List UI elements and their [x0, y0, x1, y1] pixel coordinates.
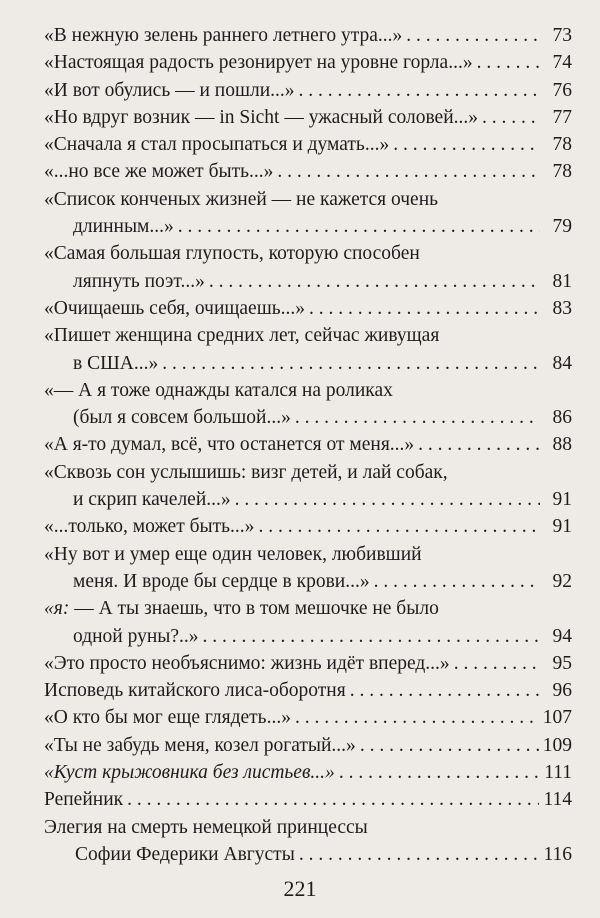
- toc-page-number: 83: [552, 297, 572, 319]
- toc-entry: [44, 595, 572, 650]
- toc-entry-line: [44, 22, 572, 49]
- dot-leader: [295, 404, 540, 431]
- toc-entry-line: [44, 431, 572, 458]
- toc-entry-continuation: [44, 486, 572, 513]
- toc-entry-text: «Но вдруг возник — in Sicht — ужасный соловей...»: [44, 106, 479, 128]
- toc-page-number: 78: [552, 134, 572, 156]
- toc-entry-text: «— А я тоже однажды катался на роликах: [44, 379, 393, 401]
- toc-entry-title: [44, 513, 254, 540]
- toc-entry-title: [44, 786, 123, 813]
- toc-entry-title: [73, 350, 158, 377]
- toc-entry: [44, 158, 572, 185]
- toc-entry: [44, 131, 572, 158]
- toc-page-number: 84: [552, 352, 572, 374]
- toc-entry: [44, 650, 572, 677]
- toc-entry-line: [44, 759, 572, 786]
- toc-page-number: 79: [552, 216, 572, 238]
- dot-leader: [209, 268, 540, 295]
- toc-entry-continuation: [44, 213, 572, 240]
- toc-entry-line: [44, 377, 572, 404]
- toc-entry-title: [44, 677, 346, 704]
- toc-entry-line: [44, 77, 572, 104]
- toc-entry-text: — А ты знаешь, что в том мешочке не было: [69, 598, 439, 620]
- toc-entry-title: [44, 814, 368, 841]
- dot-leader: [162, 350, 540, 377]
- toc-entry: [44, 704, 572, 731]
- toc-entry: [44, 104, 572, 131]
- toc-entry-line: [44, 49, 572, 76]
- toc-entry: [44, 541, 572, 596]
- toc-entry: [44, 513, 572, 540]
- toc-entry-title: [44, 158, 273, 185]
- toc-entry-text: «Настоящая радость резонирует на уровне горла...»: [44, 52, 473, 74]
- toc-entry: [44, 759, 572, 786]
- table-of-contents: [44, 22, 572, 868]
- toc-entry-text: Софии Федерики Августы: [75, 843, 295, 865]
- toc-entry-title: [44, 732, 356, 759]
- dot-leader: [350, 677, 540, 704]
- toc-entry-line: [44, 158, 572, 185]
- toc-entry-title: [44, 22, 402, 49]
- toc-entry-text: длинным...»: [73, 216, 174, 238]
- dot-leader: [406, 22, 540, 49]
- dot-leader: [360, 732, 539, 759]
- dot-leader: [203, 623, 540, 650]
- toc-page-number: 88: [552, 434, 572, 456]
- toc-entry-title: [44, 49, 473, 76]
- toc-entry-text: «В нежную зелень раннего летнего утра...»: [44, 25, 403, 46]
- dot-leader: [295, 704, 539, 731]
- toc-entry-title: [44, 295, 305, 322]
- toc-entry-text: Репейник: [44, 789, 124, 811]
- toc-entry-title: [44, 759, 335, 786]
- toc-entry-title: [73, 213, 174, 240]
- toc-entry-title: [73, 404, 291, 431]
- toc-entry: [44, 732, 572, 759]
- toc-entry-title: [44, 77, 295, 104]
- toc-entry-line: [44, 677, 572, 704]
- toc-page-number: 86: [552, 407, 572, 429]
- toc-page-number: 111: [544, 762, 572, 784]
- toc-page-number: 92: [552, 570, 572, 592]
- toc-entry-text: «Пишет женщина средних лет, сейчас живущая: [44, 325, 440, 347]
- toc-entry-text: (был я совсем большой...»: [73, 407, 291, 429]
- toc-entry-line: [44, 295, 572, 322]
- toc-entry-title: [44, 431, 414, 458]
- toc-entry-line: [44, 459, 572, 486]
- dot-leader: [393, 131, 540, 158]
- dot-leader: [277, 158, 540, 185]
- toc-page-number: 94: [552, 625, 572, 647]
- dot-leader: [482, 104, 540, 131]
- toc-entry-title: [44, 322, 439, 349]
- toc-entry-line: [44, 322, 572, 349]
- toc-entry-title: [73, 486, 231, 513]
- toc-page-number: 95: [552, 652, 572, 674]
- toc-entry: [44, 322, 572, 377]
- toc-page-number: 77: [552, 106, 572, 128]
- toc-entry-text: «Куст крыжовника без листьев...»: [44, 762, 335, 784]
- toc-entry-continuation: [44, 623, 572, 650]
- toc-entry-continuation: [44, 350, 572, 377]
- toc-page-number: 76: [552, 79, 572, 101]
- toc-entry-title: [44, 104, 478, 131]
- dot-leader: [418, 431, 540, 458]
- toc-page-number: 78: [552, 161, 572, 183]
- toc-entry-line: [44, 104, 572, 131]
- toc-entry: [44, 49, 572, 76]
- toc-entry: [44, 22, 572, 49]
- toc-entry: [44, 240, 572, 295]
- dot-leader: [454, 650, 540, 677]
- toc-entry-line: [44, 186, 572, 213]
- toc-entry-continuation: [44, 841, 572, 868]
- dot-leader: [339, 759, 540, 786]
- toc-entry-title: [75, 841, 295, 868]
- toc-entry-text: «А я-то думал, всё, что останется от меня...»: [44, 434, 415, 456]
- dot-leader: [258, 513, 540, 540]
- toc-entry-text: одной руны?..»: [73, 625, 199, 647]
- toc-entry-title: [44, 650, 450, 677]
- toc-page-number: 81: [552, 270, 572, 292]
- toc-entry-text: «Ты не забудь меня, козел рогатый...»: [44, 734, 356, 756]
- toc-page-number: 109: [542, 734, 572, 756]
- toc-entry-text: «Очищаешь себя, очищаешь...»: [44, 297, 305, 319]
- toc-entry-line: [44, 131, 572, 158]
- toc-entry-line: [44, 704, 572, 731]
- toc-entry-text: «Список конченых жизней — не кажется очень: [44, 188, 439, 210]
- dot-leader: [299, 841, 540, 868]
- dot-leader: [374, 568, 540, 595]
- toc-entry-text: «Самая большая глупость, которую способен: [44, 243, 420, 265]
- toc-entry-text: «О кто бы мог еще глядеть...»: [44, 707, 291, 729]
- toc-page-number: 91: [552, 489, 572, 511]
- toc-entry-line: [44, 650, 572, 677]
- toc-entry-title: [44, 240, 420, 267]
- toc-page-number: 91: [552, 516, 572, 538]
- toc-entry: [44, 77, 572, 104]
- toc-entry-title: [73, 268, 205, 295]
- toc-entry-text: «Это просто необъяснимо: жизнь идёт вперед...»: [44, 652, 450, 674]
- toc-entry-speaker: «я:: [44, 598, 70, 620]
- toc-entry-continuation: [44, 268, 572, 295]
- toc-entry-line: [44, 814, 572, 841]
- toc-page-number: 74: [552, 52, 572, 74]
- toc-entry: [44, 377, 572, 432]
- toc-entry-line: [44, 595, 572, 622]
- toc-entry-text: «...только, может быть...»: [44, 516, 255, 538]
- toc-entry-text: «И вот обулись — и пошли...»: [44, 79, 295, 101]
- toc-page-number: 114: [543, 789, 572, 811]
- toc-entry-title: [44, 541, 422, 568]
- toc-entry-text: «Ну вот и умер еще один человек, любивший: [44, 543, 422, 565]
- toc-entry-title: [44, 459, 448, 486]
- toc-entry-title: [44, 704, 291, 731]
- toc-entry-line: [44, 541, 572, 568]
- toc-entry-title: [73, 623, 199, 650]
- toc-entry-text: меня. И вроде бы сердце в крови...»: [73, 570, 370, 592]
- toc-entry: [44, 677, 572, 704]
- toc-entry: [44, 186, 572, 241]
- toc-entry-text: ляпнуть поэт...»: [73, 270, 205, 292]
- page-number: 221: [283, 876, 317, 901]
- toc-entry-title: [44, 131, 389, 158]
- toc-entry: [44, 431, 572, 458]
- toc-entry-text: в США...»: [73, 352, 159, 374]
- dot-leader: [299, 77, 540, 104]
- toc-entry-text: «...но все же может быть...»: [44, 161, 274, 183]
- dot-leader: [127, 786, 539, 813]
- toc-entry: [44, 786, 572, 813]
- toc-entry-text: Исповедь китайского лиса-оборотня: [44, 680, 346, 702]
- toc-entry-text: и скрип качелей...»: [73, 489, 231, 511]
- toc-entry-line: [44, 786, 572, 813]
- toc-entry-title: [44, 595, 439, 622]
- toc-page-number: 116: [543, 843, 572, 865]
- toc-entry-text: Элегия на смерть немецкой принцессы: [44, 816, 368, 838]
- toc-page-number: 96: [552, 680, 572, 702]
- toc-entry-title: [44, 377, 393, 404]
- toc-entry-continuation: [44, 404, 572, 431]
- toc-entry-text: «Сквозь сон услышишь: визг детей, и лай собак,: [44, 461, 448, 483]
- toc-entry-line: [44, 513, 572, 540]
- dot-leader: [178, 213, 540, 240]
- dot-leader: [235, 486, 540, 513]
- toc-entry-continuation: [44, 568, 572, 595]
- toc-entry-line: [44, 240, 572, 267]
- toc-page-number: 107: [542, 707, 572, 729]
- toc-entry-line: [44, 732, 572, 759]
- toc-entry: [44, 295, 572, 322]
- dot-leader: [309, 295, 540, 322]
- toc-entry-text: «Сначала я стал просыпаться и думать...»: [44, 134, 390, 156]
- toc-entry-title: [73, 568, 370, 595]
- toc-entry: [44, 459, 572, 514]
- toc-page-number: 73: [552, 25, 572, 46]
- toc-entry: [44, 814, 572, 869]
- dot-leader: [477, 49, 540, 76]
- toc-entry-title: [44, 186, 438, 213]
